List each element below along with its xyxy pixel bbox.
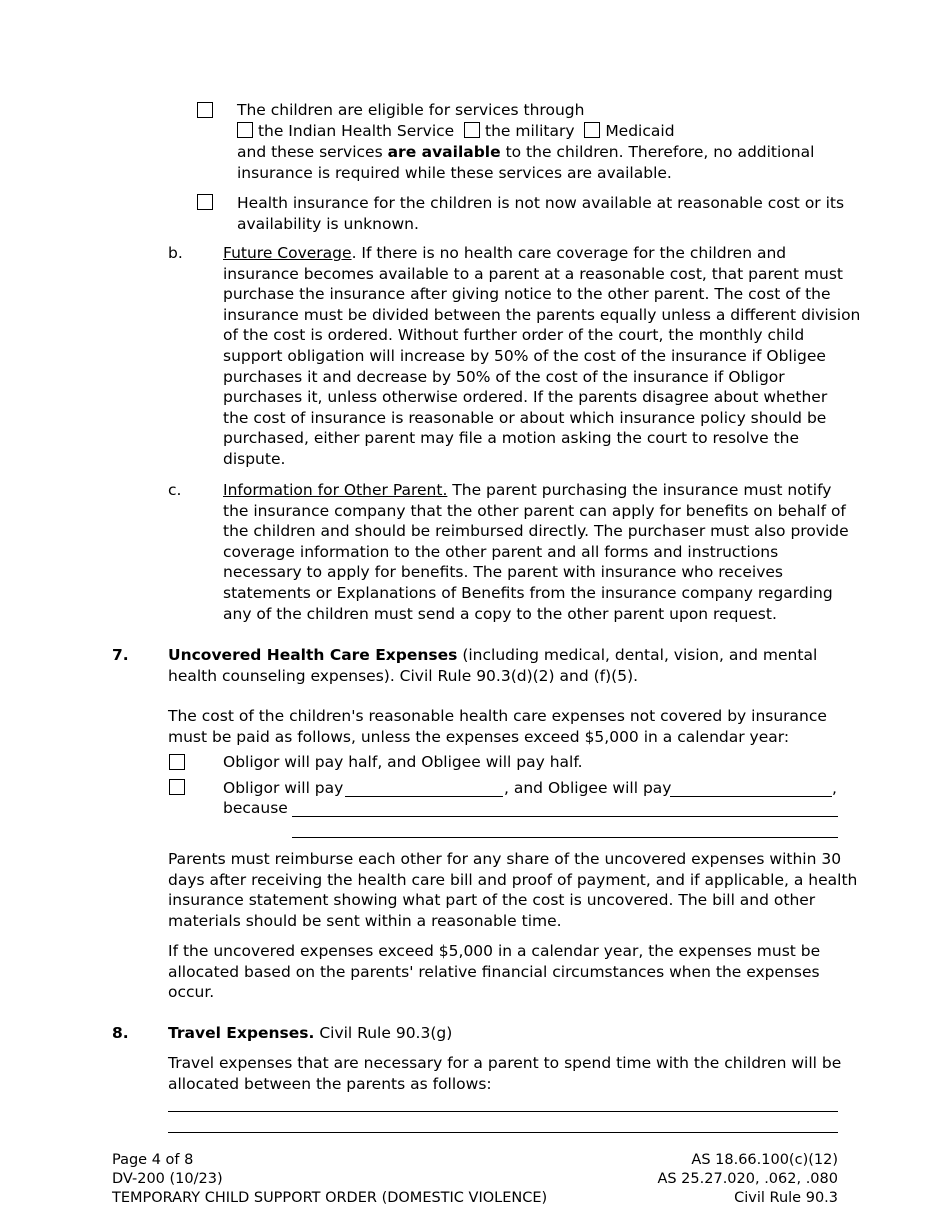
rule-ref: Civil Rule 90.3 <box>734 1190 838 1206</box>
section-7-para3: If the uncovered expenses exceed $5,000 in a calendar year, the expenses must be allocated based on the parents' relative financial circumstances when the expenses occur. <box>168 942 821 1002</box>
footer-left <box>112 1151 547 1208</box>
other-parent-paragraph: Information for Other Parent. The parent purchasing the insurance must notify the insurance company that the other parent can apply for benefits on behalf of the children and should be reimbursed directly. The purchaser must also provide coverage information to the other parent and all forms and instructions necessary to apply for benefits. The parent with insurance who receives statements or Explanations of Benefits from the insurance company regarding any of the children must send a copy to the other parent upon request. <box>223 481 849 623</box>
medicaid-checkbox[interactable] <box>584 122 600 138</box>
section-7-para1-line2: must be paid as follows, unless the expenses exceed $5,000 in a calendar year: <box>168 728 790 746</box>
services-eligible-text: The children are eligible for services through <box>237 101 585 119</box>
section-7-heading-2: health counseling expenses). Civil Rule 90.3(d)(2) and (f)(5). <box>168 667 639 685</box>
insurance-unavailable-checkbox[interactable] <box>197 194 213 210</box>
future-coverage-paragraph: Future Coverage. If there is no health care coverage for the children and insurance becomes available to a parent at a reasonable cost, that parent must purchase the insurance after giving notice to the other parent. The cost of the insurance must be divided between the parents equally unless a different division of the cost is ordered. Without further order of the court, the monthly child support obligation will increase by 50% of the cost of the insurance if Obligee purchases it and decrease by 50% of the cost of the insurance if Obligor purchases it, unless otherwise ordered. If the parents disagree about whether the cost of insurance is reasonable or about which insurance policy should be purchased, either parent may file a motion asking the court to resolve the dispute. <box>223 244 861 468</box>
future-coverage-heading: Future Coverage <box>223 244 352 262</box>
services-available-text-2: insurance is required while these services are available. <box>237 164 672 182</box>
because-field-2[interactable] <box>292 837 838 838</box>
because-label: because <box>223 799 288 817</box>
section-7-para2: Parents must reimburse each other for any share of the uncovered expenses within 30 days after receiving the health care bill and proof of payment, and if applicable, a health insurance statement showing what part of the cost is uncovered. The bill and other materials should be sent within a reasonable time. <box>168 850 858 930</box>
other-parent-heading: Information for Other Parent. <box>223 481 448 499</box>
services-eligible-checkbox[interactable] <box>197 102 213 118</box>
travel-allocation-field[interactable] <box>168 1111 838 1112</box>
insurance-unavailable-text-2: availability is unknown. <box>237 215 419 233</box>
insurance-unavailable-text: Health insurance for the children is not now available at reasonable cost or its <box>237 194 845 212</box>
custom-split-checkbox[interactable] <box>169 779 185 795</box>
because-field[interactable] <box>292 816 838 817</box>
footer-right <box>657 1151 838 1208</box>
military-checkbox[interactable] <box>464 122 480 138</box>
obligor-amount-field[interactable] <box>345 796 503 797</box>
form-title: TEMPORARY CHILD SUPPORT ORDER (DOMESTIC VIOLENCE) <box>112 1190 548 1206</box>
split-half-checkbox[interactable] <box>169 754 185 770</box>
form-number: DV-200 (10/23) <box>112 1171 223 1187</box>
indian-health-service-checkbox[interactable] <box>237 122 253 138</box>
travel-allocation-field-2[interactable] <box>168 1132 838 1133</box>
section-7-number: 7. <box>112 646 129 664</box>
obligor-pay-label: Obligor will pay <box>223 779 344 797</box>
statute-ref-2: AS 25.27.020, .062, .080 <box>657 1171 838 1187</box>
obligee-pay-label: , and Obligee will pay <box>504 779 672 797</box>
services-available-text: and these services are available to the children. Therefore, no additional <box>237 143 815 161</box>
split-half-label: Obligor will pay half, and Obligee will pay half. <box>223 753 583 771</box>
future-coverage-letter: b. <box>168 244 183 262</box>
military-label: the military <box>485 122 575 140</box>
indian-health-service-label: the Indian Health Service <box>257 122 455 140</box>
services-options <box>237 121 675 142</box>
section-8-para: Travel expenses that are necessary for a parent to spend time with the children will be allocated between the parents as follows: <box>168 1054 842 1093</box>
section-7-para1-line1: The cost of the children's reasonable health care expenses not covered by insurance <box>168 707 827 725</box>
section-7-heading: Uncovered Health Care Expenses (including medical, dental, vision, and mental <box>168 646 818 664</box>
comma: , <box>832 779 837 797</box>
medicaid-label: Medicaid <box>605 122 675 140</box>
section-8-number: 8. <box>112 1024 129 1042</box>
page-number: Page 4 of 8 <box>112 1152 194 1168</box>
statute-ref-1: AS 18.66.100(c)(12) <box>691 1152 838 1168</box>
other-parent-letter: c. <box>168 481 182 499</box>
section-8-heading: Travel Expenses. Civil Rule 90.3(g) <box>168 1024 453 1042</box>
obligee-amount-field[interactable] <box>670 796 832 797</box>
